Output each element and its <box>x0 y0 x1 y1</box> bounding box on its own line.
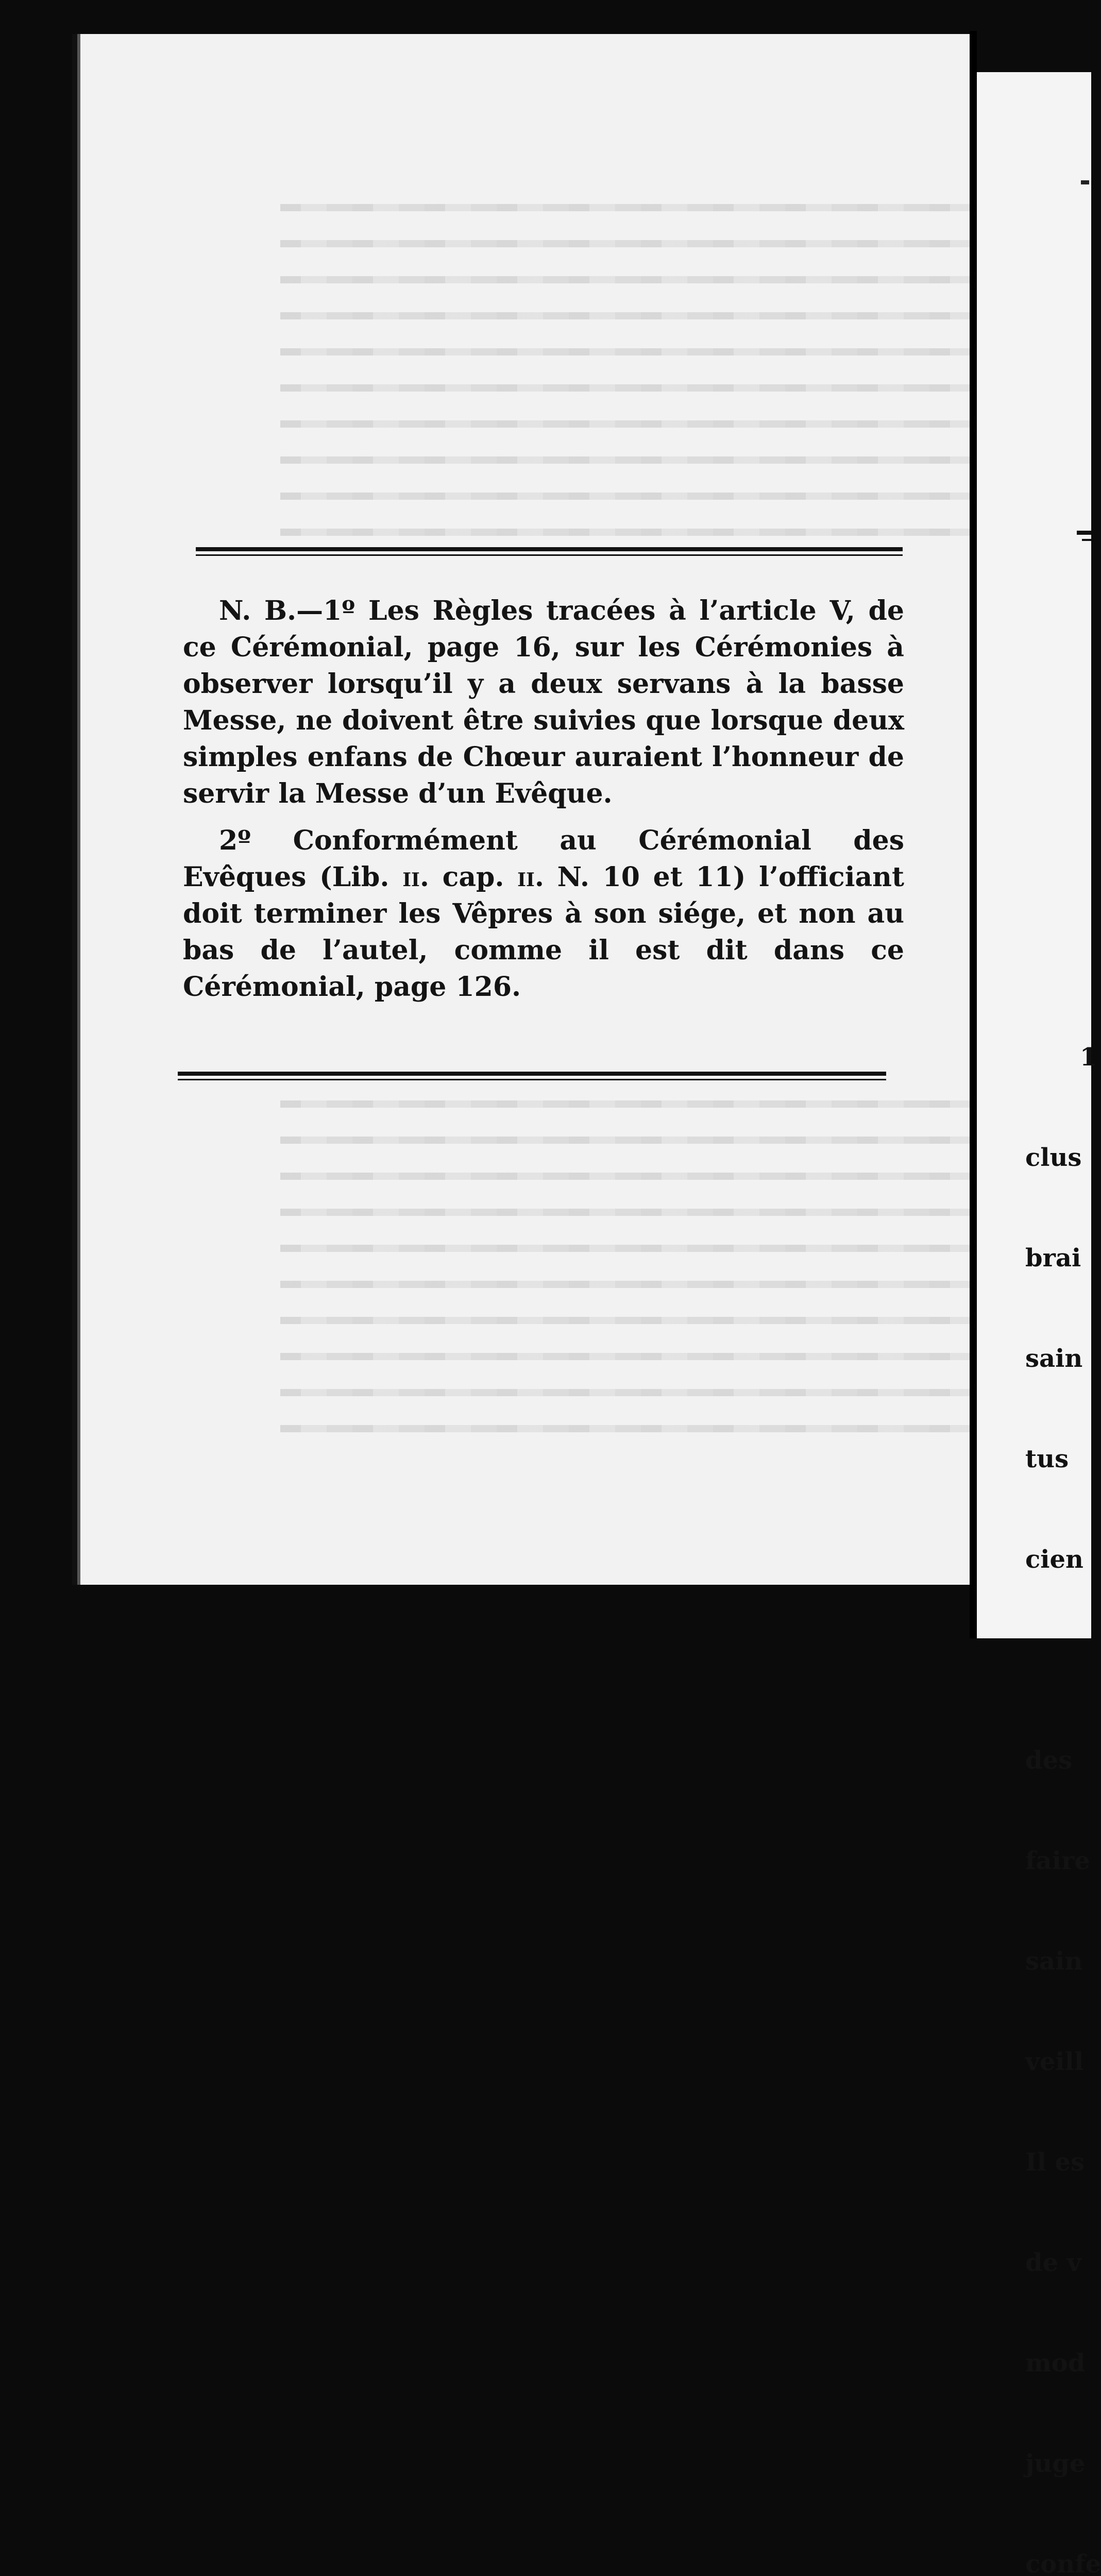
show-through-text <box>280 493 991 500</box>
show-through-text <box>280 240 991 247</box>
bottom-double-rule <box>178 1072 886 1080</box>
note-paragraph-2-end: . N. 10 et 11) l’officiant doit terminer les Vêpres à son siége, et non au bas de l’autel, comme il est dit dans ce Cérémonial, page 126. <box>183 861 904 1003</box>
show-through-text <box>280 1209 991 1216</box>
show-through-text <box>280 1389 991 1396</box>
note-paragraph-2-start: 2º Conformément au Cérémonial des Evêques (Lib. <box>183 825 904 893</box>
page-inner-edge <box>77 34 80 1585</box>
show-through-text <box>280 1137 991 1144</box>
right-page-cut-text <box>1025 974 1101 2576</box>
show-through-text <box>280 529 991 536</box>
right-line: cien <box>1025 1545 1083 1574</box>
right-line: de v <box>1025 2248 1081 2277</box>
right-line: tus <box>1025 1445 1069 1473</box>
show-through-text <box>280 204 991 211</box>
right-line: mod <box>1025 2349 1086 2378</box>
right-line: 1 <box>1080 1043 1097 1072</box>
note-paragraph-2 <box>183 822 904 1005</box>
rule-thick-line <box>178 1072 886 1076</box>
rule-thin-line <box>178 1079 886 1080</box>
right-line: clus <box>1025 1143 1082 1172</box>
small-caps-roman-numeral: ii <box>402 861 420 893</box>
show-through-text <box>280 276 991 283</box>
right-line: faire <box>1025 1846 1090 1875</box>
right-line: juge <box>1025 2449 1086 2478</box>
rule-thick-line <box>196 547 903 551</box>
ink-mark <box>1081 180 1089 184</box>
show-through-text <box>280 456 991 464</box>
note-paragraph-2-middle: . cap. <box>419 861 518 893</box>
nota-bene-block <box>183 592 904 1015</box>
right-line: Il es <box>1025 2148 1085 2177</box>
note-paragraph-1: N. B.—1º Les Règles tracées à l’article V, de ce Cérémonial, page 16, sur les Cérémonies à observer lorsqu’il y a deux servans à la basse Messe, ne doivent être suivies que lorsque deux simples enfans de Chœur auraient l’honneur de servir la Messe d’un Evêque. <box>183 595 904 809</box>
show-through-text <box>280 420 991 428</box>
top-double-rule <box>196 547 903 556</box>
right-line: des <box>1025 1746 1073 1775</box>
right-line: veill <box>1025 2047 1084 2076</box>
right-page-rule <box>1082 539 1091 541</box>
book-gutter <box>970 31 977 1643</box>
rule-thin-line <box>196 554 903 556</box>
show-through-text <box>280 1281 991 1288</box>
right-line: sain <box>1025 1344 1083 1373</box>
show-through-text <box>280 1353 991 1360</box>
right-line: brai <box>1025 1244 1081 1273</box>
show-through-text <box>280 1173 991 1180</box>
show-through-text <box>280 312 991 319</box>
show-through-text <box>280 1245 991 1252</box>
show-through-text <box>280 1317 991 1324</box>
show-through-text <box>280 384 991 392</box>
show-through-text <box>280 348 991 355</box>
right-line: sain <box>1025 1947 1083 1976</box>
right-line: confe <box>1025 2550 1101 2576</box>
right-page-rule <box>1077 531 1091 535</box>
small-caps-roman-numeral: ii <box>517 861 535 893</box>
show-through-text <box>280 1100 991 1108</box>
show-through-text <box>280 1425 991 1432</box>
scan-background <box>0 1638 1091 1727</box>
